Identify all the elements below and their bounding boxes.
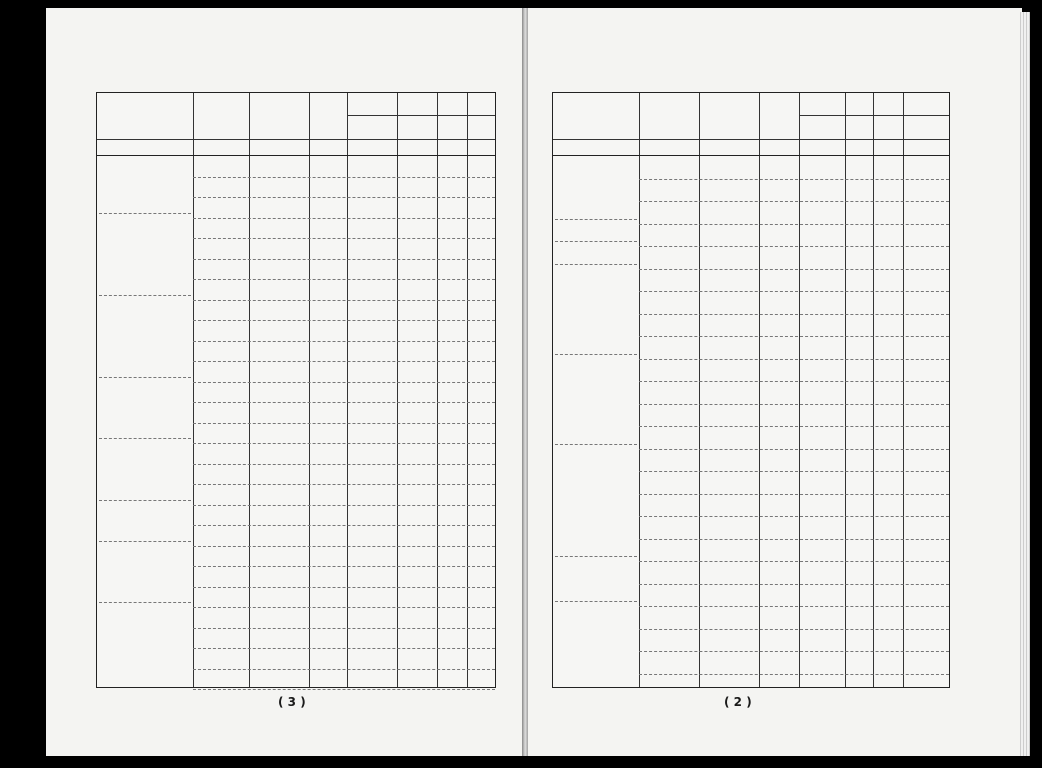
- header-rule-bold: [97, 155, 495, 156]
- row-rule: [193, 505, 495, 506]
- row-rule: [639, 201, 949, 202]
- gradient-table-left: [96, 92, 496, 688]
- row-rule: [193, 177, 495, 178]
- row-rule: [639, 561, 949, 562]
- row-rule: [193, 238, 495, 239]
- row-rule: [639, 449, 949, 450]
- row-rule: [639, 224, 949, 225]
- station-rule: [99, 500, 191, 501]
- column-divider: [249, 93, 250, 687]
- row-rule: [639, 179, 949, 180]
- row-rule: [193, 382, 495, 383]
- station-rule: [99, 541, 191, 542]
- page-edge: [1020, 12, 1030, 756]
- station-rule: [555, 601, 637, 602]
- row-rule: [193, 566, 495, 567]
- row-rule: [639, 539, 949, 540]
- row-rule: [639, 336, 949, 337]
- row-rule: [193, 402, 495, 403]
- row-rule: [193, 259, 495, 260]
- row-rule: [193, 669, 495, 670]
- column-divider: [193, 93, 194, 687]
- row-rule: [639, 426, 949, 427]
- column-divider: [903, 93, 904, 687]
- row-rule: [193, 443, 495, 444]
- column-divider: [467, 93, 468, 687]
- row-rule: [193, 546, 495, 547]
- header-rule-bold: [553, 155, 949, 156]
- row-rule: [639, 651, 949, 652]
- column-divider: [873, 93, 874, 687]
- row-rule: [639, 404, 949, 405]
- column-divider: [397, 93, 398, 687]
- column-divider: [845, 93, 846, 687]
- column-divider: [799, 93, 800, 687]
- row-rule: [193, 341, 495, 342]
- row-rule: [193, 484, 495, 485]
- right-page: [528, 8, 1022, 756]
- station-rule: [99, 602, 191, 603]
- station-rule: [555, 241, 637, 242]
- row-rule: [193, 689, 495, 690]
- station-rule: [555, 444, 637, 445]
- station-rule: [99, 438, 191, 439]
- station-rule: [555, 556, 637, 557]
- row-rule: [193, 279, 495, 280]
- row-rule: [193, 218, 495, 219]
- row-rule: [193, 628, 495, 629]
- station-rule: [99, 295, 191, 296]
- column-divider: [759, 93, 760, 687]
- column-divider: [639, 93, 640, 687]
- station-rule: [555, 354, 637, 355]
- row-rule: [193, 525, 495, 526]
- station-rule: [555, 264, 637, 265]
- station-rule: [555, 219, 637, 220]
- header-rule: [97, 139, 495, 140]
- row-rule: [639, 291, 949, 292]
- gradient-table-right: [552, 92, 950, 688]
- row-rule: [639, 471, 949, 472]
- row-rule: [639, 606, 949, 607]
- row-rule: [639, 314, 949, 315]
- sub-header-rule: [347, 115, 495, 116]
- column-divider: [309, 93, 310, 687]
- station-rule: [99, 213, 191, 214]
- row-rule: [639, 584, 949, 585]
- row-rule: [193, 648, 495, 649]
- page-number-left: ( 3 ): [278, 695, 306, 709]
- row-rule: [193, 361, 495, 362]
- column-divider: [437, 93, 438, 687]
- row-rule: [193, 197, 495, 198]
- column-divider: [699, 93, 700, 687]
- row-rule: [639, 269, 949, 270]
- left-page: [46, 8, 524, 756]
- column-divider: [347, 93, 348, 687]
- row-rule: [639, 494, 949, 495]
- row-rule: [639, 516, 949, 517]
- row-rule: [639, 246, 949, 247]
- page-number-right: ( 2 ): [724, 695, 752, 709]
- station-rule: [99, 377, 191, 378]
- row-rule: [193, 607, 495, 608]
- row-rule: [193, 300, 495, 301]
- row-rule: [639, 629, 949, 630]
- row-rule: [193, 464, 495, 465]
- row-rule: [639, 381, 949, 382]
- sub-header-rule: [799, 115, 949, 116]
- row-rule: [193, 587, 495, 588]
- row-rule: [639, 674, 949, 675]
- row-rule: [193, 320, 495, 321]
- row-rule: [639, 359, 949, 360]
- header-rule: [553, 139, 949, 140]
- row-rule: [193, 423, 495, 424]
